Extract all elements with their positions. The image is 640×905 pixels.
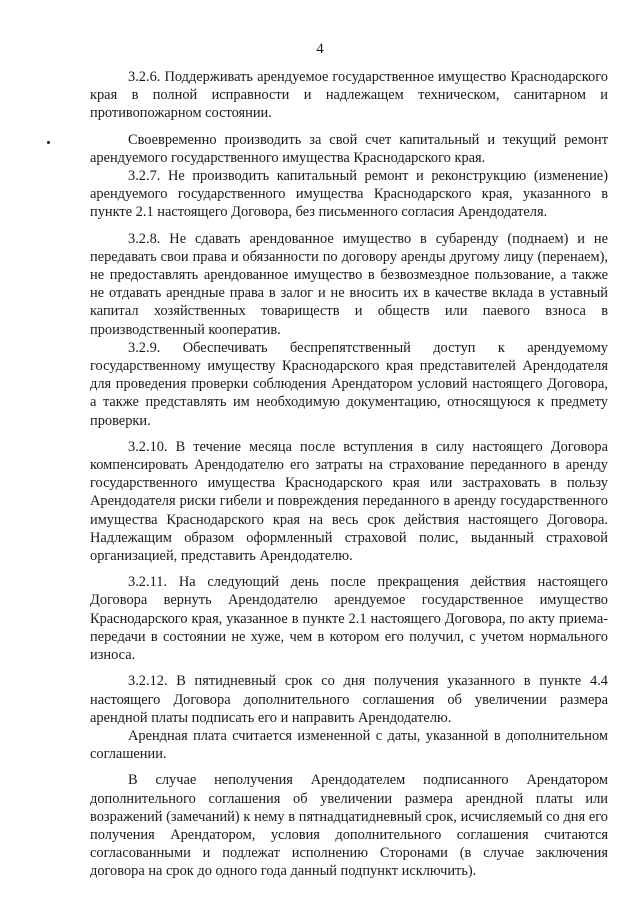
paragraph-3-2-10: 3.2.10. В течение месяца после вступления в силу настоящего Договора компенсировать Арендодателю его затраты на страхование переданного в аренду государственного имущества Краснодарского края или застраховать в пользу Арендодателя риски гибели и повреждения переданного в аренду государственного имущества Краснодарского края на весь срок действия настоящего Договора. Надлежащим образом оформленный страховой полис, выданный страховой организацией, представить Арендодателю.	[90, 438, 608, 565]
paragraph-3-2-11: 3.2.11. На следующий день после прекращения действия настоящего Договора вернуть Арендодателю арендуемое государственное имущество Краснодарского края, указанное в пункте 2.1 настоящего Договора, по акту приема-передачи в состоянии не хуже, чем в котором его получил, с учетом нормального износа.	[90, 574, 608, 664]
paragraph-rent-change: Арендная плата считается измененной с даты, указанной в дополнительном соглашении.	[90, 727, 608, 763]
paragraph-non-receipt: В случае неполучения Арендодателем подписанного Арендатором дополнительного соглашения об увеличении размера арендной платы или возражений (замечаний) к нему в пятнадцатидневный срок, исчисляемый со дня его получения Арендатором, условия дополнительного соглашения считаются согласованными и подлежат исполнению Сторонами (в случае заключения договора на срок до одного года данный подпункт исключить).	[90, 772, 608, 880]
paragraph-3-2-7: 3.2.7. Не производить капитальный ремонт и реконструкцию (изменение) арендуемого государственного имущества Краснодарского края, указанного в пункте 2.1 настоящего Договора, без письменного согласия Арендодателя.	[90, 168, 608, 221]
page-number: 4	[316, 41, 324, 57]
document-body	[90, 68, 608, 881]
margin-dot-mark	[47, 141, 50, 144]
paragraph-3-2-9: 3.2.9. Обеспечивать беспрепятственный доступ к арендуемому государственному имуществу Краснодарского края представителей Арендодателя для проведения проверки соблюдения Арендатором условий настоящего Договора, а также представлять им необходимую документацию, относящуюся к предмету проверки.	[90, 339, 608, 429]
paragraph-3-2-12: 3.2.12. В пятидневный срок со дня получения указанного в пункте 4.4 настоящего Договора дополнительного соглашения об увеличении размера арендной платы подписать его и направить Арендодателю.	[90, 673, 608, 726]
paragraph-3-2-8: 3.2.8. Не сдавать арендованное имущество в субаренду (поднаем) и не передавать свои права и обязанности по договору аренды другому лицу (перенаем), не предоставлять арендованное имущество в безвозмездное пользование, а также не отдавать арендные права в залог и не вносить их в качестве вклада в уставный капитал хозяйственных товариществ и обществ или паевого взноса в производственный кооператив.	[90, 230, 608, 338]
paragraph-3-2-6: 3.2.6. Поддерживать арендуемое государственное имущество Краснодарского края в полной исправности и надлежащем техническом, санитарном и противопожарном состоянии.	[90, 69, 608, 122]
paragraph-repair: Своевременно производить за свой счет капитальный и текущий ремонт арендуемого государственного имущества Краснодарского края.	[90, 131, 608, 166]
